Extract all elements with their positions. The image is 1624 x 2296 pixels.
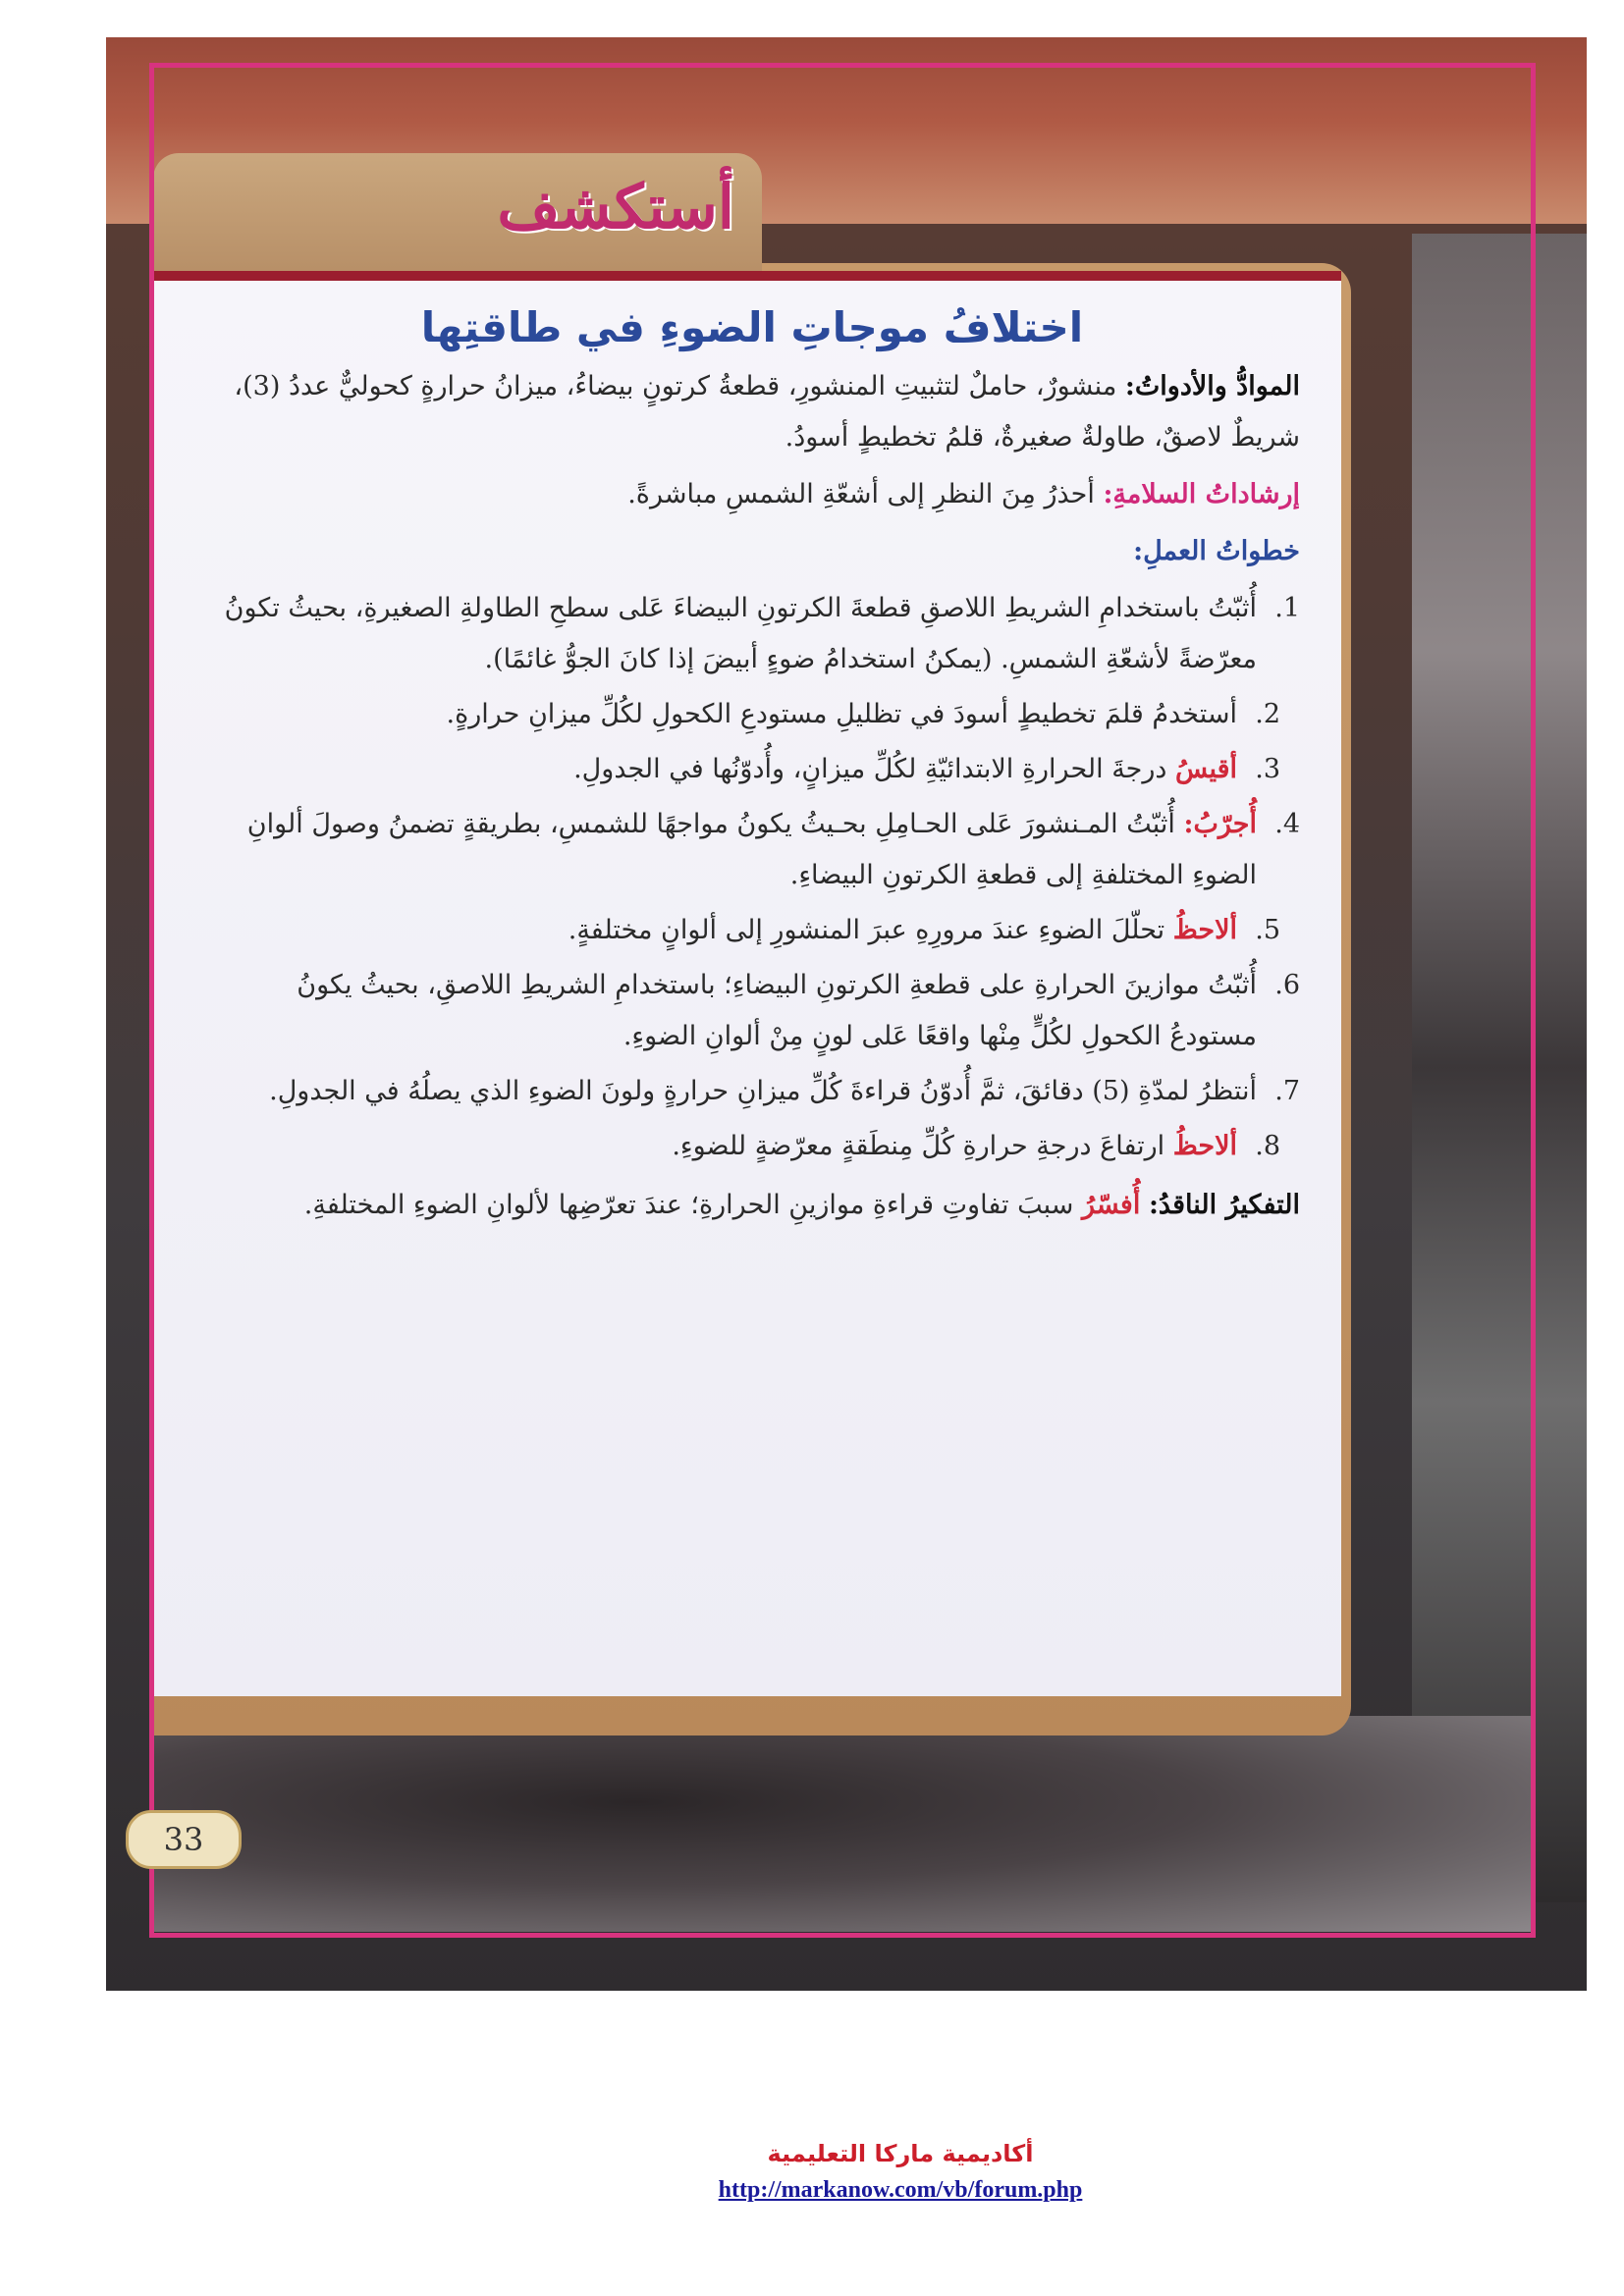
- step-text: أُثبّتُ المـنشورَ عَلى الحـامِلِ بحـيثُ يكونُ مواجهًا للشمسِ، بطريقةٍ تضمنُ وصولَ ألوانِ الضوءِ المختلفةِ إلى قطعةِ الكرتونِ البيضاءِ.: [246, 809, 1257, 890]
- section-label: أستكشف: [497, 171, 734, 242]
- background-photo-bottom: [154, 1716, 1531, 1932]
- step-number: 7.: [1274, 1076, 1300, 1106]
- step-keyword: أُجرّبُ:: [1183, 809, 1257, 839]
- list-item: [204, 960, 1300, 1062]
- safety-label: إرشاداتُ السلامةِ:: [1103, 479, 1300, 509]
- left-margin: [0, 39, 106, 1993]
- step-text: أنتظرُ لمدّةِ (5) دقائقَ، ثمَّ أُدوّنُ قراءةَ كُلِّ ميزانِ حرارةٍ ولونَ الضوءِ الذي يصلُهُ في الجدولِ.: [269, 1076, 1257, 1106]
- step-number: 3.: [1255, 754, 1280, 784]
- step-text: تحلّلَ الضوءِ عندَ مرورِهِ عبرَ المنشورِ إلى ألوانٍ مختلفةٍ.: [568, 915, 1165, 945]
- textbook-page: [106, 37, 1587, 1991]
- activity-card: [153, 271, 1341, 1696]
- list-item: [204, 744, 1280, 795]
- critical-thinking-text: سببَ تفاوتِ قراءةِ موازينِ الحرارةِ؛ عندَ تعرّضِها لألوانِ الضوءِ المختلفةِ.: [303, 1190, 1074, 1220]
- step-keyword: ألاحظُ: [1172, 1131, 1237, 1161]
- step-number: 8.: [1255, 1131, 1280, 1161]
- materials-text: منشورٌ، حاملٌ لتثبيتِ المنشورِ، قطعةُ كرتونٍ بيضاءُ، ميزانُ حرارةٍ كحوليٌّ عددُ (3)، شريطٌ لاصقٌ، طاولةٌ صغيرةٌ، قلمُ تخطيطٍ أسودُ.: [234, 371, 1300, 453]
- step-number: 6.: [1274, 970, 1300, 1000]
- critical-thinking-keyword: أُفسّرُ: [1081, 1190, 1141, 1220]
- activity-title: اختلافُ موجاتِ الضوءِ في طاقتِها: [420, 303, 1084, 351]
- step-keyword: ألاحظُ: [1172, 915, 1237, 945]
- footer-link[interactable]: http://markanow.com/vb/forum.php: [718, 2177, 1083, 2203]
- step-number: 1.: [1274, 593, 1300, 623]
- list-item: [204, 1066, 1300, 1117]
- background-photo: [1412, 234, 1587, 1902]
- step-text: أستخدمُ قلمَ تخطيطٍ أسودَ في تظليلِ مستودعِ الكحولِ لكُلِّ ميزانِ حرارةٍ.: [446, 699, 1237, 729]
- list-item: [204, 583, 1300, 685]
- activity-content: [204, 298, 1300, 1237]
- safety-paragraph: [204, 469, 1300, 520]
- step-keyword: أقيسُ: [1175, 754, 1237, 784]
- footer: [0, 2140, 1624, 2204]
- step-text: ارتفاعَ درجةِ حرارةِ كُلِّ مِنطَقةٍ معرّضةٍ للضوءِ.: [672, 1131, 1165, 1161]
- page-number: 33: [126, 1810, 242, 1869]
- procedure-heading: خطواتُ العملِ:: [1133, 536, 1300, 566]
- step-text: درجةَ الحرارةِ الابتدائيّةِ لكُلِّ ميزانٍ، وأُدوّنُها في الجدولِ.: [573, 754, 1167, 784]
- list-item: [204, 689, 1280, 740]
- step-text: أُثبّتُ موازينَ الحرارةِ على قطعةِ الكرتونِ البيضاءِ؛ باستخدامِ الشريطِ اللاصقِ، بحيثُ يكونُ مستودعُ الكحولِ لكُلٍّ مِنْها واقعًا عَلى لونٍ مِنْ ألوانِ الضوءِ.: [297, 970, 1257, 1051]
- materials-label: الموادُّ والأدواتُ:: [1124, 371, 1300, 401]
- materials-paragraph: [204, 361, 1300, 463]
- step-number: 4.: [1274, 809, 1300, 839]
- list-item: [204, 905, 1280, 956]
- safety-text: أحذرُ مِنَ النظرِ إلى أشعّةِ الشمسِ مباشرةً.: [627, 479, 1095, 509]
- list-item: [204, 799, 1300, 901]
- footer-academy-name: أكاديمية ماركا التعليمية: [767, 2140, 1034, 2167]
- critical-thinking-paragraph: [204, 1180, 1300, 1231]
- step-number: 5.: [1255, 915, 1280, 945]
- step-number: 2.: [1255, 699, 1280, 729]
- step-text: أُثبّتُ باستخدامِ الشريطِ اللاصقِ قطعةَ الكرتونِ البيضاءَ عَلى سطحِ الطاولةِ الصغيرةِ، بحيثُ تكونُ معرّضةً لأشعّةِ الشمسِ. (يمكنُ استخدامُ ضوءٍ أبيضَ إذا كانَ الجوُّ غائمًا).: [224, 593, 1257, 674]
- list-item: [204, 1121, 1280, 1172]
- critical-thinking-label: التفكيرُ الناقدُ:: [1148, 1190, 1300, 1220]
